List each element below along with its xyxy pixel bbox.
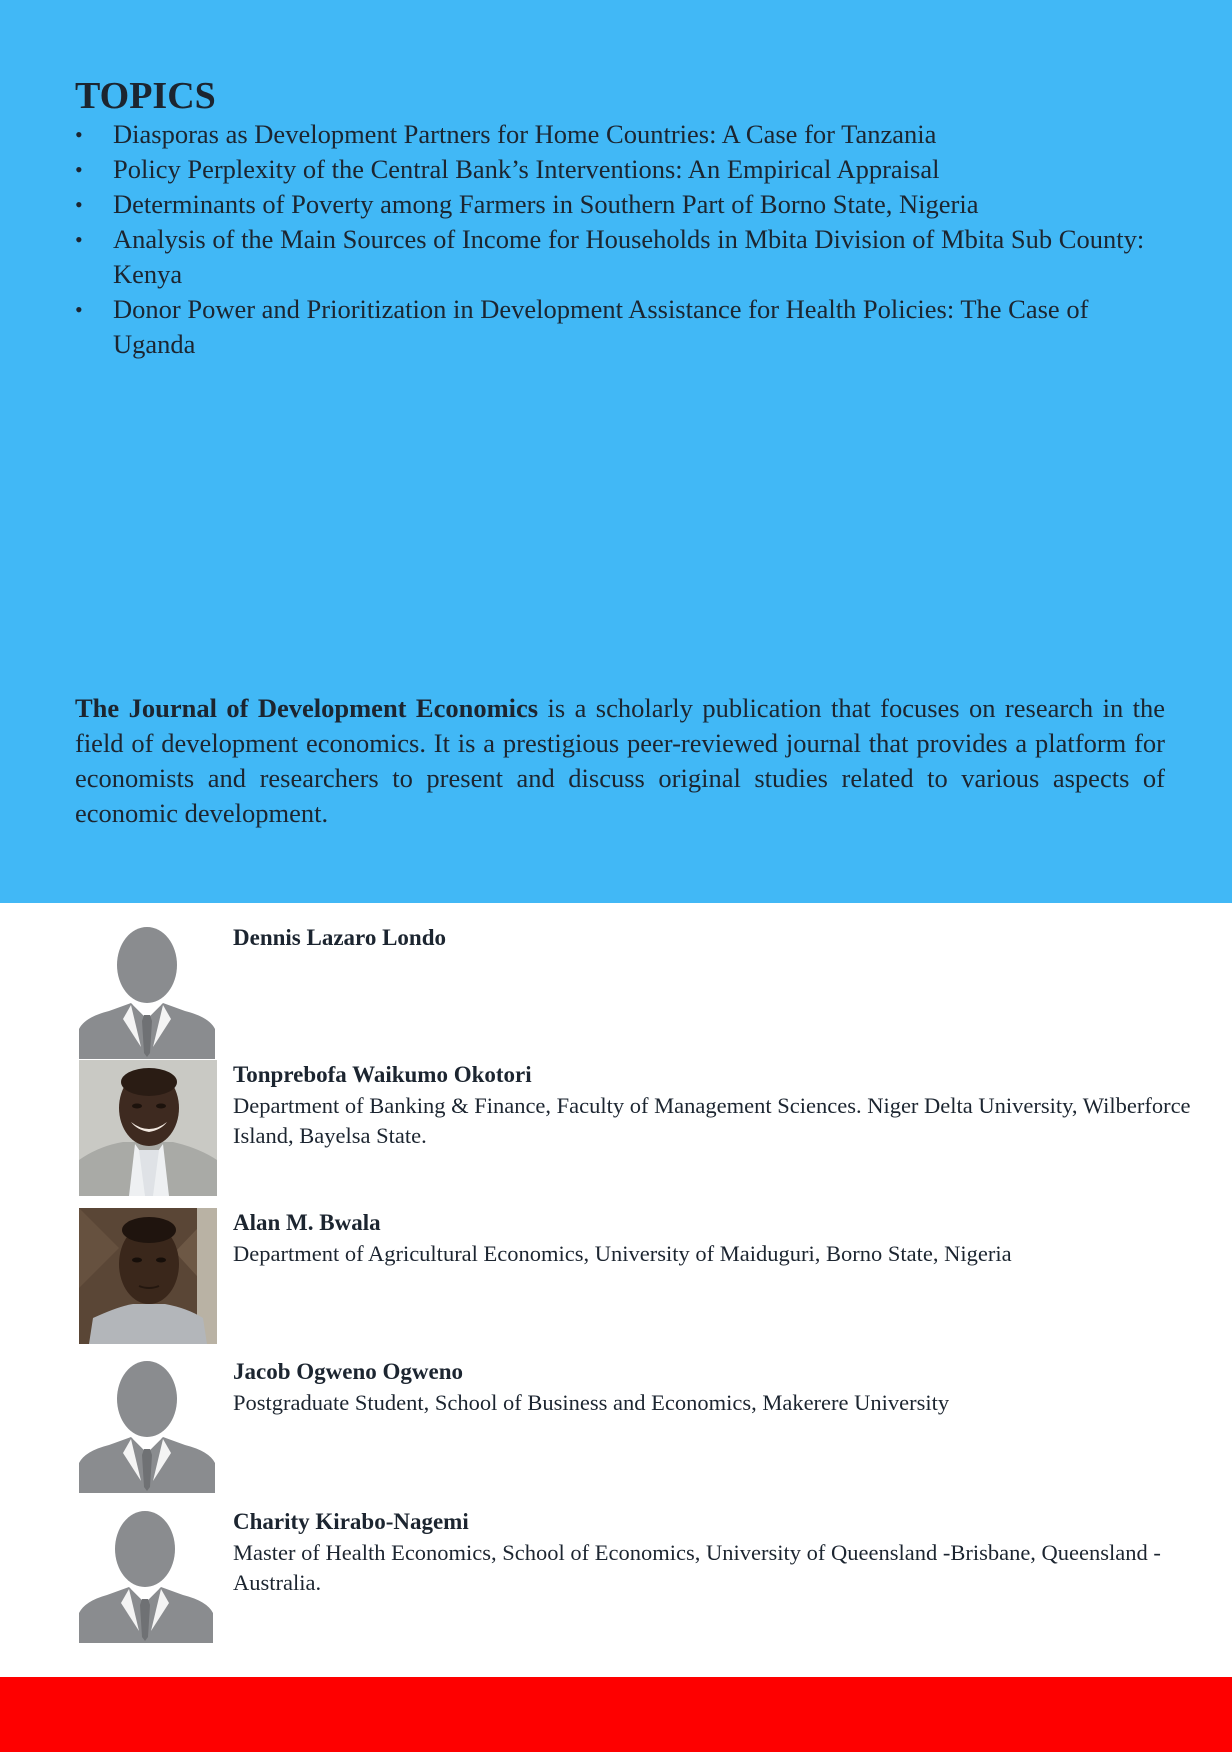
author-name: Tonprebofa Waikumo Okotori <box>233 1062 532 1087</box>
author-entry <box>79 1060 1191 1196</box>
author-entry <box>79 1507 1179 1643</box>
topic-text: Analysis of the Main Sources of Income for Households in Mbita Division of Mbita Sub County: Kenya <box>113 224 1145 289</box>
bullet-icon: • <box>75 297 83 322</box>
author-affiliation: Department of Banking & Finance, Faculty of Management Sciences. Niger Delta University, Wilberforce Island, Bayelsa State. <box>233 1093 1191 1148</box>
topic-item <box>75 117 1165 152</box>
topic-item <box>75 187 1165 222</box>
placeholder-silhouette-icon <box>79 923 217 1059</box>
bullet-icon: • <box>75 157 83 182</box>
author-name: Charity Kirabo-Nagemi <box>233 1509 469 1534</box>
topic-text: Policy Perplexity of the Central Bank’s Interventions: An Empirical Appraisal <box>113 154 940 184</box>
author-affiliation: Department of Agricultural Economics, University of Maiduguri, Borno State, Nigeria <box>233 1241 1012 1266</box>
placeholder-silhouette-icon <box>79 1507 217 1643</box>
author-affiliation: Postgraduate Student, School of Business and Economics, Makerere University <box>233 1390 950 1415</box>
topic-text: Diasporas as Development Partners for Home Countries: A Case for Tanzania <box>113 119 937 149</box>
author-name: Dennis Lazaro Londo <box>233 925 447 950</box>
topic-item <box>75 152 1165 187</box>
bullet-icon: • <box>75 227 83 252</box>
topics-list <box>75 117 1165 362</box>
author-photo <box>79 1060 217 1196</box>
topic-item <box>75 292 1165 362</box>
author-entry <box>79 923 1179 1059</box>
author-name: Jacob Ogweno Ogweno <box>233 1359 463 1384</box>
author-entry <box>79 1357 1179 1493</box>
journal-description-text: is a scholarly publication that focuses on research in the field of development economics. It is a prestigious peer-reviewed journal that provides a platform for economists and researchers to present and discuss original studies related to various aspects of economic development. <box>75 693 1165 828</box>
author-photo <box>79 1208 217 1344</box>
bullet-icon: • <box>75 122 83 147</box>
author-entry <box>79 1208 1179 1344</box>
topic-item <box>75 222 1165 292</box>
bullet-icon: • <box>75 192 83 217</box>
journal-name: The Journal of Development Economics <box>75 693 539 723</box>
placeholder-silhouette-icon <box>79 1357 217 1493</box>
topic-text: Determinants of Poverty among Farmers in Southern Part of Borno State, Nigeria <box>113 189 979 219</box>
author-affiliation: Master of Health Economics, School of Economics, University of Queensland -Brisbane, Queensland - Australia. <box>233 1540 1161 1595</box>
topics-title: TOPICS <box>75 75 216 117</box>
footer-bar <box>0 1677 1232 1752</box>
journal-description <box>75 691 1165 831</box>
author-name: Alan M. Bwala <box>233 1210 381 1235</box>
topic-text: Donor Power and Prioritization in Development Assistance for Health Policies: The Case of Uganda <box>113 294 1089 359</box>
